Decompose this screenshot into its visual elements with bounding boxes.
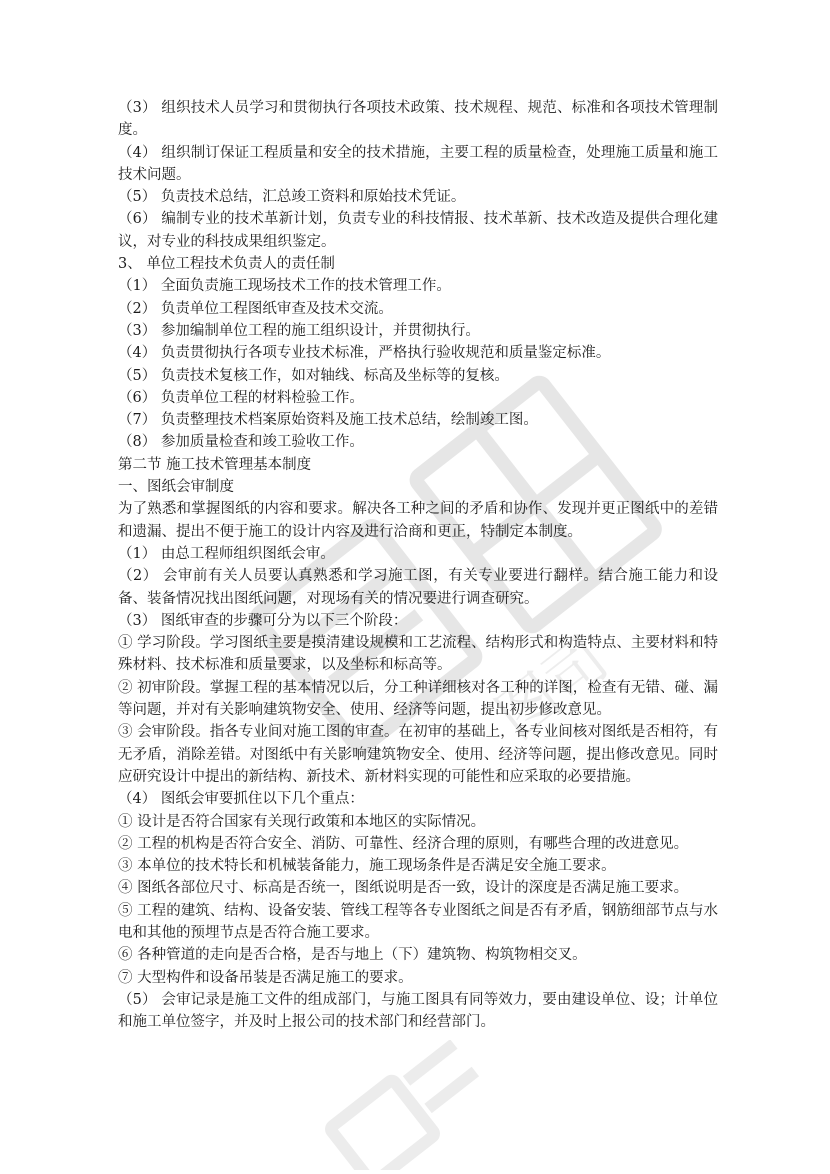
paragraph: （6） 编制专业的技术革新计划，负责专业的科技情报、技术革新、技术改造及提供合理化建议，对专业的科技成果组织鉴定。 [118,211,718,250]
paragraph: ③ 会审阶段。指各专业间对施工图的审查。在初审的基础上，各专业间核对图纸是否相符，有无矛盾，消除差错。对图纸中有关影响建筑物安全、使用、经济等问题，提出修改意见。同时应研究设计中提出的新结构、新技术、新材料实现的可能性和应采取的必要措施。 [118,724,718,785]
paragraph: ① 学习阶段。学习图纸主要是摸清建设规模和工艺流程、结构形式和构造特点、主要材料和特殊材料、技术标准和质量要求，以及坐标和标高等。 [118,635,718,674]
section-heading: 3、 单位工程技术负责人的责任制 [118,256,335,273]
chapter-heading: 第二节 施工技术管理基本制度 [118,456,312,473]
paragraph: ⑦ 大型构件和设备吊装是否满足施工的要求。 [118,969,413,986]
paragraph: （3） 图纸审查的步骤可分为以下三个阶段： [118,612,408,629]
paragraph: （5） 负责技术复核工作，如对轴线、标高及坐标等的复核。 [118,367,509,384]
paragraph: ⑤ 工程的建筑、结构、设备安装、管线工程等各专业图纸之间是否有矛盾，钢筋细部节点与水电和其他的预埋节点是否符合施工要求。 [118,902,718,941]
paragraph: （2） 负责单位工程图纸审查及技术交流。 [118,300,393,317]
paragraph: （6） 负责单位工程的材料检验工作。 [118,389,364,406]
paragraph: ① 设计是否符合国家有关现行政策和本地区的实际情况。 [118,813,486,830]
watermark-fragment [300,1040,500,1170]
paragraph: ⑥ 各种管道的走向是否合格，是否与地上（下）建筑物、构筑物相交叉。 [118,947,587,964]
paragraph: （8） 参加质量检查和竣工验收工作。 [118,434,364,451]
paragraph: （5） 负责技术总结，汇总竣工资料和原始技术凭证。 [118,189,466,206]
paragraph: ③ 本单位的技术特长和机械装备能力，施工现场条件是否满足安全施工要求。 [118,858,616,875]
paragraph: （5） 会审记录是施工文件的组成部门，与施工图具有同等效力，要由建设单位、设；计单位和施工单位签字，并及时上报公司的技术部门和经营部门。 [118,991,718,1031]
paragraph: （2） 会审前有关人员要认真熟悉和学习施工图，有关专业要进行翻样。结合施工能力和设备、装备情况找出图纸问题，对现场有关的情况要进行调查研究。 [118,568,718,607]
paragraph: （7） 负责整理技术档案原始资料及施工技术总结，绘制竣工图。 [118,412,538,429]
svg-text:图司: 图司 [483,623,622,753]
paragraph: （3） 组织技术人员学习和贯彻执行各项技术政策、技术规程、规范、标准和各项技术管理制度。 [118,100,718,139]
paragraph: （1） 全面负责施工现场技术工作的技术管理工作。 [118,278,451,295]
paragraph: ② 工程的机构是否符合安全、消防、可靠性、经济合理的原则，有哪些合理的改进意见。 [118,835,689,852]
paragraph: （4） 组织制订保证工程质量和安全的技术措施，主要工程的质量检查，处理施工质量和施工技术问题。 [118,144,718,183]
paragraph: （4） 负责贯彻执行各项专业技术标准，严格执行验收规范和质量鉴定标准。 [118,345,611,362]
section-heading: 一、图纸会审制度 [118,479,234,496]
paragraph: （1） 由总工程师组织图纸会审。 [118,545,335,562]
paragraph: ② 初审阶段。掌握工程的基本情况以后，分工种详细核对各工种的详图，检查有无错、碰、漏等问题，并对有关影响建筑物安全、使用、经济等问题，提出初步修改意见。 [118,679,718,719]
document-body [118,97,718,1033]
paragraph: （3） 参加编制单位工程的施工组织设计，并贯彻执行。 [118,322,480,339]
paragraph: ④ 图纸各部位尺寸、标高是否统一，图纸说明是否一致，设计的深度是否满足施工要求。 [118,880,689,897]
paragraph: 为了熟悉和掌握图纸的内容和要求。解决各工种之间的矛盾和协作、发现并更正图纸中的差错和遗漏、提出不便于施工的设计内容及进行洽商和更正，特制定本制度。 [118,501,718,540]
paragraph: （4） 图纸会审要抓住以下几个重点： [118,791,364,808]
